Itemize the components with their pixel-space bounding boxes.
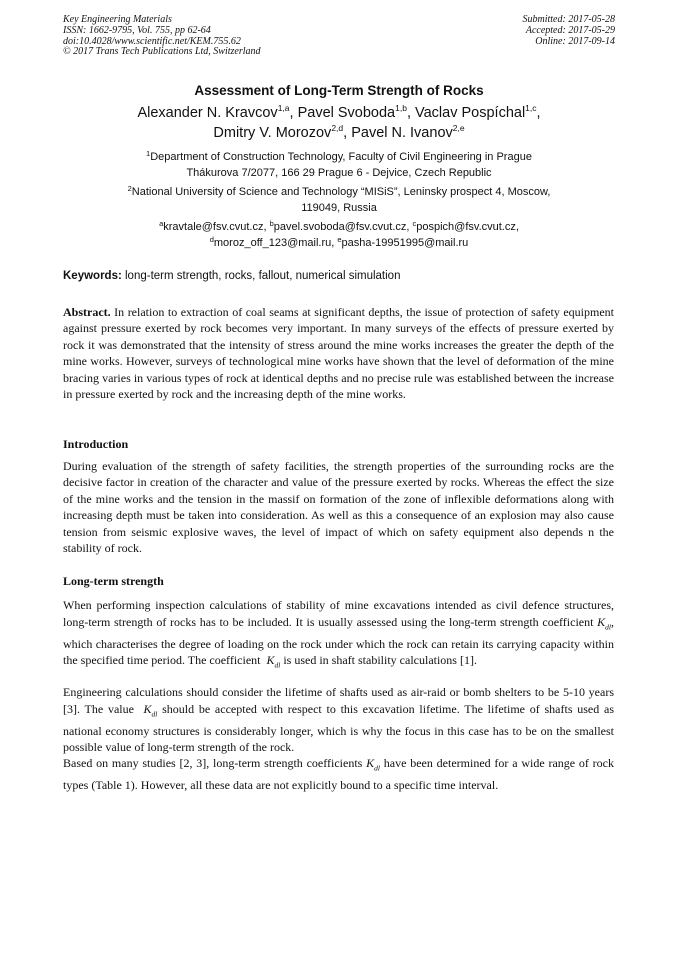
submitted-date: Submitted: 2017-05-28 bbox=[522, 14, 615, 25]
section-heading-long-term-strength: Long-term strength bbox=[63, 574, 164, 588]
kdl-symbol: $K_{dl}$ bbox=[143, 701, 158, 718]
author-sup: 1,a bbox=[277, 103, 290, 113]
abstract-paragraph bbox=[63, 304, 614, 402]
accepted-date: Accepted: 2017-05-29 bbox=[525, 24, 615, 36]
paper-title: Assessment of Long-Term Strength of Rocks bbox=[194, 83, 484, 98]
kdl-symbol: $K_{dl}$ bbox=[366, 756, 380, 773]
dates-header bbox=[523, 15, 616, 47]
author-name: Dmitry V. Morozov bbox=[213, 125, 332, 141]
author-sup: 2,e bbox=[452, 123, 465, 133]
author-list: Alexander N. Kravcov$^{1,a}$, Pavel Svoboda$^{1,b}$, Vaclav Pospíchal$^{1,c}$, Dmitry V. Morozov$^{2,d}$, Pavel N. Ivanov$^{2,e}$ bbox=[137, 103, 541, 141]
journal-doi: doi:10.4028/www.scientific.net/KEM.755.62 bbox=[63, 35, 241, 47]
kdl-symbol: $K_{dl}$ bbox=[266, 653, 281, 670]
email-link[interactable]: moroz_off_123@mail.ru, bbox=[213, 236, 338, 249]
long-term-strength-paragraph-1: When performing inspection calculations of stability of mine excavations intended as civil defence structures, long-term strength of rocks has to be included. It is usually assessed using the long-term strength coefficient $K_{dl}$, which characterises the degree of loading on the rock under which the rock can retain its carrying capacity within the specified time period. The coefficient $K_{dl}$ is used in shaft stability calculations [1]. bbox=[63, 598, 614, 670]
email-link[interactable]: pavel.svoboda@fsv.cvut.cz, bbox=[273, 221, 413, 233]
long-term-strength-paragraph-3: Based on many studies [2, 3], long-term strength coefficients $K_{dl}$ have been determined for a wide range of rock types (Table 1). However, all these data are not explicitly bound to a specific time interval. bbox=[63, 756, 614, 792]
author-name: Pavel Svoboda bbox=[297, 105, 396, 121]
journal-issn: ISSN: 1662-9795, Vol. 755, pp 62-64 bbox=[63, 24, 211, 36]
affiliation-1: $^1$Department of Construction Technology, Faculty of Civil Engineering in Prague Thákurova 7/2077, 166 29 Prague 6 - Dejvice, Czech Republic bbox=[146, 149, 532, 179]
online-date: Online: 2017-09-14 bbox=[535, 35, 615, 47]
author-name: Alexander N. Kravcov bbox=[137, 105, 278, 121]
author-name: Vaclav Pospíchal bbox=[415, 105, 526, 121]
kdl-symbol: $K_{dl}$ bbox=[597, 614, 611, 631]
email-link[interactable]: pasha-19951995@mail.ru bbox=[341, 236, 469, 249]
affiliation-2: $^2$National University of Science and Technology “MISiS”, Leninsky prospect 4, Moscow, 119049, Russia bbox=[127, 184, 551, 214]
journal-header bbox=[63, 15, 261, 58]
keywords-text: long-term strength, rocks, fallout, numerical simulation bbox=[121, 270, 401, 282]
abstract-label: Abstract. bbox=[63, 305, 111, 319]
abstract-text: In relation to extraction of coal seams at significant depths, the issue of protection of safety equipment against pressure exerted by rock becomes very important. In many surveys of the effects of pressure exerted by rock it was demonstrated that the intensity of stress around the mine works increases the greater the depth of the mine works. However, surveys of technological mine works have shown that the level of deformation of the mine bracing varies in various types of rock at identical depths and no precise rule was established between the increase in pressure exerted by rock and the increasing depth of the mine works. bbox=[63, 305, 614, 402]
author-emails: $^a$kravtale@fsv.cvut.cz, $^b$pavel.svoboda@fsv.cvut.cz, $^c$pospich@fsv.cvut.cz, $^d$moroz_off_123@mail.ru, $^e$pasha-19951995@mail.ru bbox=[159, 219, 519, 249]
introduction-paragraph: During evaluation of the strength of safety facilities, the strength properties of the surrounding rocks are the decisive factor in creation of the character and value of the pressure exerted by rocks. Whereas the effect the size of the mine works and the tension in the massif on formation of the zone of inflexible deformations along with increasing depth must be taken into consideration. As well as this a consequence of an explosion may also cause tension from seismic explosive waves, the level of impact of which on safety equipment also depends n the stability of rock. bbox=[63, 459, 614, 556]
author-sup: 1,b bbox=[395, 103, 407, 113]
author-name: Pavel N. Ivanov bbox=[351, 125, 453, 141]
author-sup: 1,c bbox=[525, 103, 537, 113]
email-link[interactable]: pospich@fsv.cvut.cz, bbox=[416, 221, 519, 233]
author-sup: 2,d bbox=[331, 123, 344, 133]
keywords bbox=[63, 270, 615, 282]
journal-name: Key Engineering Materials bbox=[63, 14, 172, 25]
section-heading-introduction: Introduction bbox=[63, 437, 129, 451]
keywords-label: Keywords: bbox=[63, 270, 122, 282]
journal-copyright: © 2017 Trans Tech Publications Ltd, Switzerland bbox=[63, 46, 261, 58]
long-term-strength-paragraph-2: Engineering calculations should consider the lifetime of shafts used as air-raid or bomb shelters to be 5-10 years [3]. The value $K_{dl}$ should be accepted with respect to this excavation lifetime. The lifetime of shafts used as national economy structures is considerably longer, which is why the focus in this case has to be on the smallest possible value of long-term strength of the rock. bbox=[63, 685, 615, 755]
email-link[interactable]: kravtale@fsv.cvut.cz, bbox=[163, 221, 270, 233]
